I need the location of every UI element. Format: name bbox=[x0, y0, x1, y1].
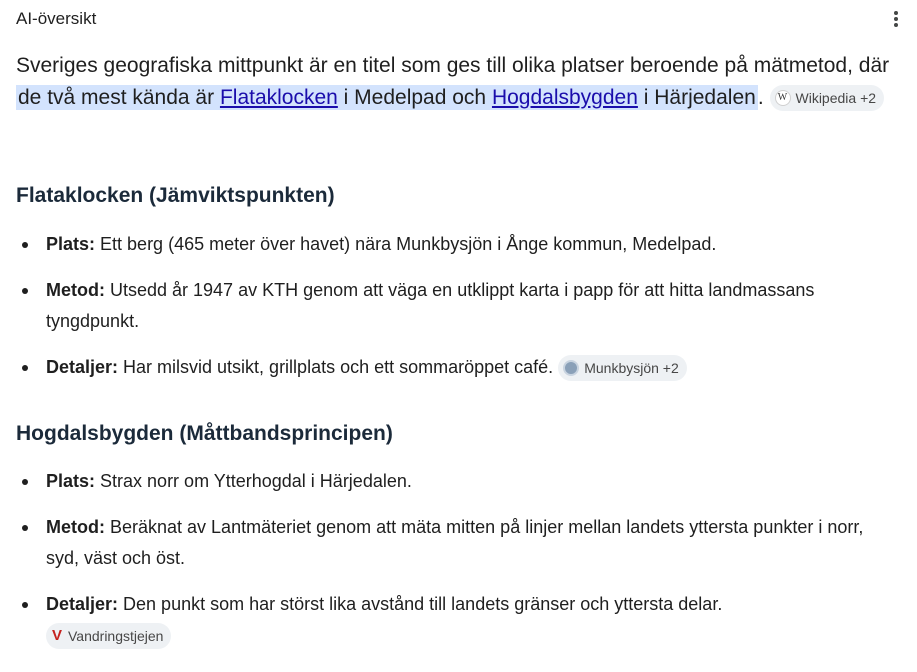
item-label: Metod: bbox=[46, 280, 105, 300]
list-item bbox=[20, 512, 900, 574]
more-vert-icon[interactable] bbox=[890, 10, 902, 30]
item-label: Plats: bbox=[46, 234, 96, 254]
source-chip-wikipedia[interactable] bbox=[770, 85, 885, 111]
highlight-part: i Härjedalen bbox=[637, 86, 756, 109]
chip-label: Vandringstjejen bbox=[68, 628, 164, 645]
vandringstjejen-icon: V bbox=[51, 627, 62, 645]
item-text: Den punkt som har störst lika avstånd till landets gränser och yttersta delar. bbox=[118, 594, 723, 614]
header-title: AI-översikt bbox=[16, 9, 97, 28]
chip-label: Munkbysjön +2 bbox=[584, 360, 679, 377]
intro-paragraph bbox=[16, 50, 896, 114]
item-text: Har milsvid utsikt, grillplats och ett sommaröppet café. bbox=[118, 357, 554, 377]
item-label: Metod: bbox=[46, 517, 105, 537]
section-title-hogdalsbygden: Hogdalsbygden (Måttbandsprincipen) bbox=[16, 422, 393, 445]
list-item bbox=[20, 589, 766, 651]
item-text: Beräknat av Lantmäteriet genom att mäta mitten på linjer mellan landets yttersta punkter i norr, syd, väst och öst. bbox=[46, 517, 864, 568]
item-text: Ett berg (465 meter över havet) nära Munkbysjön i Ånge kommun, Medelpad. bbox=[95, 234, 717, 254]
list-item bbox=[20, 466, 900, 497]
intro-text: Sveriges geografiska mittpunkt är en titel som ges till olika platser beroende på mätmetod, där bbox=[16, 54, 890, 77]
section-title-flataklocken: Flataklocken (Jämviktspunkten) bbox=[16, 184, 335, 207]
list-item bbox=[20, 229, 900, 260]
intro-period: . bbox=[757, 86, 764, 109]
highlighted-text bbox=[16, 85, 758, 110]
item-label: Plats: bbox=[46, 471, 96, 491]
item-text: Utsedd år 1947 av KTH genom att väga en utklippt karta i papp för att hitta landmassans tyngdpunkt. bbox=[46, 280, 815, 331]
item-label: Detaljer: bbox=[46, 357, 119, 377]
chip-label: Wikipedia +2 bbox=[795, 90, 877, 107]
source-chip-vandringstjejen[interactable] bbox=[46, 623, 171, 649]
globe-icon bbox=[563, 360, 579, 376]
link-flataklocken[interactable]: Flataklocken bbox=[219, 86, 338, 109]
source-chip-munkbysjon[interactable] bbox=[558, 355, 687, 381]
item-text: Strax norr om Ytterhogdal i Härjedalen. bbox=[95, 471, 412, 491]
list-item bbox=[20, 275, 900, 337]
wikipedia-icon: W bbox=[775, 90, 791, 106]
hogdalsbygden-list bbox=[20, 466, 900, 666]
link-hogdalsbygden[interactable]: Hogdalsbygden bbox=[491, 86, 638, 109]
highlight-part: i Medelpad och bbox=[337, 86, 492, 109]
ai-overview-header bbox=[16, 8, 906, 30]
list-item bbox=[20, 352, 900, 383]
flataklocken-list bbox=[20, 229, 900, 398]
item-label: Detaljer: bbox=[46, 594, 119, 614]
highlight-part: de två mest kända är bbox=[18, 86, 220, 109]
